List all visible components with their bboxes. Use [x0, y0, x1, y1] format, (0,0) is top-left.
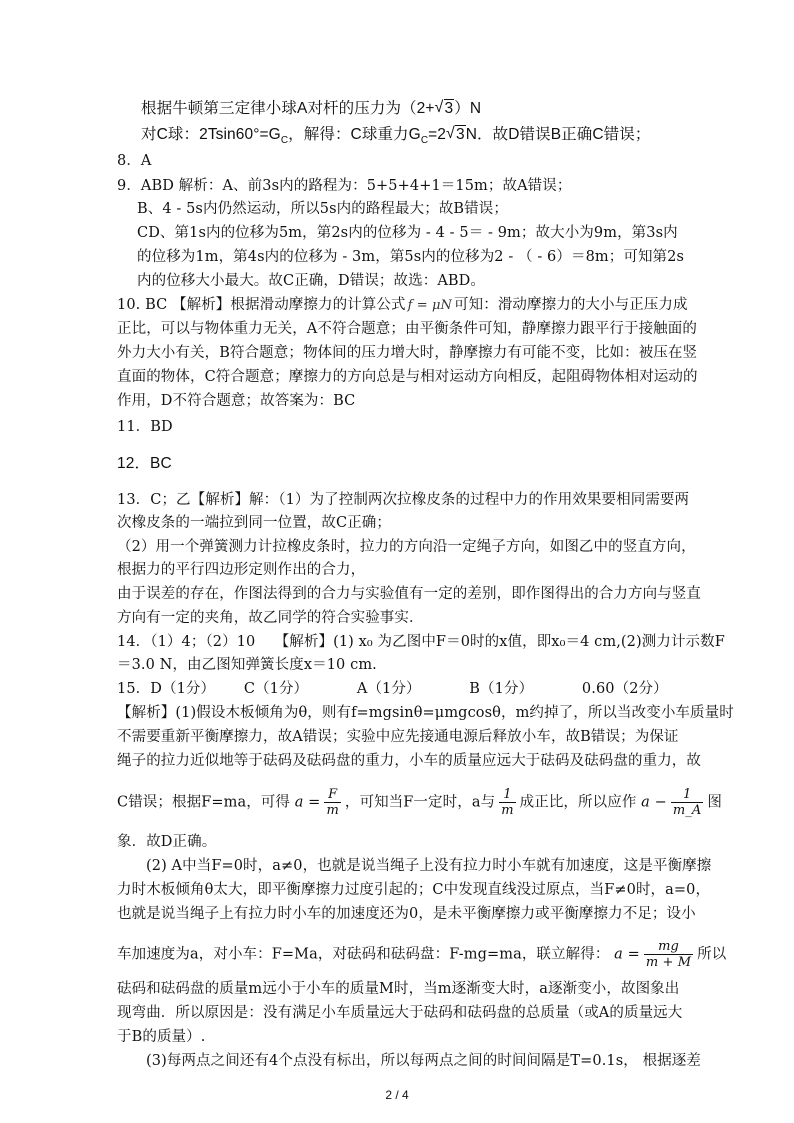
friction-formula: f = μN [407, 298, 453, 313]
answer-15-line: 绳子的拉力近似地等于砝码及砝码盘的重力，小车的质量应远大于砝码及砝码盘的重力，故 [117, 753, 701, 769]
text-line: 根据牛顿第三定律小球A对杆的压力为（2+√ 3）N [141, 100, 481, 118]
answer-10-line: 外力大小有关，B符合题意；物体间的压力增大时，静摩擦力有可能不变，比如：被压在竖 [117, 345, 698, 361]
answer-9-line: 的位移为1m，第4s内的位移为 - 3m，第5s内的位移为2 - （ - 6）＝8m；可知第2s [137, 249, 685, 265]
sqrt-symbol: √ 3 [448, 126, 466, 144]
answer-13-line: 次橡皮条的一端拉到同一位置，故C正确； [117, 515, 391, 531]
answer-15-line: 不需要重新平衡摩擦力，故A错误；实验中应先接通电源后释放小车，故B错误；为保证 [117, 729, 679, 745]
answer-15-line: 力时木板倾角θ太大，即平衡摩擦力过度引起的；C中发现直线没过原点，当F≠0时，a=0， [117, 882, 711, 898]
answer-15-formula-line: C错误；根据F=ma，可得 a = $\frac{F}{m}$ ，可知当F一定时，a与 $\frac{1}{m}$ 成正比，所以应作 a − $\frac{1}{m\_A}$ 图 [117, 787, 722, 818]
fraction: $\frac{1}{m\_A}$ [672, 787, 702, 818]
answer-9-line: B、4 - 5s内仍然运动，所以5s内的路程最大；故B错误； [137, 201, 508, 217]
answer-15-line: (2) A中当F=0时，a≠0，也就是说当绳子上没有拉力时小车就有加速度，这是平衡摩擦 [146, 858, 712, 874]
answer-13-line: 根据力的平行四边形定则作出的合力， [117, 562, 366, 578]
answer-15-line: 象．故D正确。 [117, 834, 217, 850]
answer-10-line: 直面的物体，C符合题意；摩擦力的方向总是与相对运动方向相反，起阻碍物体相对运动的 [117, 369, 698, 385]
answer-15-line: 现弯曲．所以原因是：没有满足小车质量远大于砝码和砝码盘的总质量（或A的质量远大 [117, 1005, 683, 1021]
answer-10-line: 作用，D不符合题意；故答案为：BC [117, 393, 356, 409]
answer-9-line: CD、第1s内的位移为5m，第2s内的位移为 - 4 - 5＝ - 9m；故大小为9m，第3s内 [137, 225, 678, 241]
answer-10-line: 10. BC 【解析】根据滑动摩擦力的计算公式 f = μN 可知：滑动摩擦力的大小与正压力成 [117, 297, 688, 313]
answer-15-scores: 15．D（1分） C（1分） A（1分） B（1分） 0.60（2分） [117, 681, 668, 697]
answer-15-line: (3)每两点之间还有4个点没有标出，所以每两点之间的时间间隔是T=0.1s， 根据逐差 [146, 1053, 701, 1069]
answer-13-line: 由于误差的存在，作图法得到的合力与实验值有一定的差别，即作图得出的合力方向与竖直 [117, 586, 701, 602]
answer-15-line: 砝码和砝码盘的质量m远小于小车的质量M时，当m逐渐变大时，a逐渐变小，故图象出 [117, 981, 680, 997]
answer-14-line: 14．（1）4；（2）10 【解析】(1) x₀ 为乙图中F＝0时的x值，即x₀＝4 cm,(2)测力计示数F [117, 634, 725, 650]
answer-13-line: 方向有一定的夹角，故乙同学的符合实验事实． [117, 610, 424, 626]
answer-9-line: 9．ABD 解析：A、前3s内的路程为：5+5+4+1＝15m；故A错误； [117, 178, 572, 194]
page-number: 2 / 4 [385, 1088, 409, 1102]
answer-14-line: ＝3.0 N，由乙图知弹簧长度x＝10 cm. [117, 657, 377, 673]
answer-13-line: 13．C；乙【解析】解：（1）为了控制两次拉橡皮条的过程中力的作用效果要相同需要两 [117, 492, 690, 508]
answer-13-line: （2）用一个弹簧测力计拉橡皮条时，拉力的方向沿一定绳子方向，如图乙中的竖直方向， [117, 539, 696, 555]
fraction: $\frac{1}{m}$ [501, 787, 514, 818]
answer-12: 12．BC [117, 455, 172, 472]
text-line: 对C球：$2Tsin60^\circ=G_C$，解得：C球重力$G_C=2√$ 3N．故D错误B正确C错误； [141, 126, 650, 150]
sqrt-symbol: √ 3 [437, 100, 455, 118]
fraction: $\frac{mg}{m + M}$ [645, 939, 692, 970]
answer-9-line: 内的位移大小最大。故C正确，D错误；故选：ABD。 [137, 273, 485, 289]
answer-8: 8．A [117, 153, 152, 169]
answer-15-line: 于B的质量）. [117, 1029, 206, 1045]
fraction: $\frac{F}{m}$ [326, 787, 339, 818]
answer-10-line: 正比，可以与物体重力无关，A不符合题意；由平衡条件可知，静摩擦力跟平行于接触面的 [117, 321, 697, 337]
answer-15-line: 也就是说当绳子上有拉力时小车的加速度还为0，是未平衡摩擦力或平衡摩擦力不足；设小 [117, 906, 696, 922]
answer-11: 11．BD [117, 419, 173, 435]
answer-15-formula-line: 车加速度为a，对小车：F=Ma，对砝码和砝码盘：F-mg=ma，联立解得： a = $\frac{mg}{m + M}$ 所以 [117, 939, 727, 970]
answer-15-line: 【解析】(1)假设木板倾角为θ，则有f=mgsinθ=μmgcosθ，m约掉了，所以当改变小车质量时 [117, 705, 734, 721]
